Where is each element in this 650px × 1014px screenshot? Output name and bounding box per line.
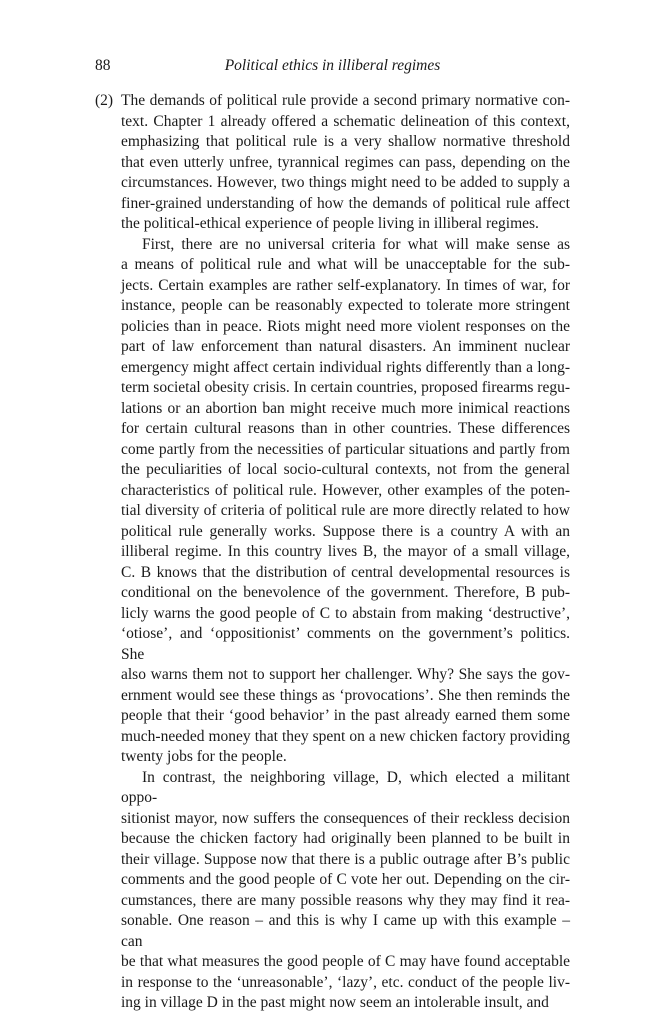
page-number: 88: [95, 57, 111, 74]
text-line: ‘otiose’, and ‘oppositionist’ comments on the government’s politics. She: [121, 625, 570, 663]
text-line: because the chicken factory had originally been planned to be built in: [121, 830, 570, 847]
text-line: that even utterly unfree, tyrannical regimes can pass, depending on the: [121, 153, 570, 171]
text-line: part of law enforcement than natural disasters. An imminent nuclear: [121, 338, 570, 355]
text-line: lations or an abortion ban might receive much more inimical reactions: [121, 399, 570, 417]
text-line: the peculiarities of local socio-cultural contexts, not from the general: [121, 461, 570, 478]
text-line: their village. Suppose now that there is a public outrage after B’s public: [121, 850, 570, 868]
text-line: term societal obesity crisis. In certain countries, proposed firearms regu-: [121, 379, 570, 396]
text-line: a means of political rule and what will be unacceptable for the sub-: [121, 256, 570, 273]
text-line: for certain cultural reasons than in other countries. These differences: [121, 420, 570, 437]
running-head: [95, 55, 570, 77]
text-line: policies than in peace. Riots might need more violent responses on the: [121, 317, 570, 335]
text-line: instance, people can be reasonably expected to tolerate more stringent: [121, 297, 570, 314]
text-line: twenty jobs for the people.: [121, 748, 287, 765]
text-line: tial diversity of criteria of political rule are more directly related to how: [121, 502, 570, 519]
text-line: in response to the ‘unreasonable’, ‘lazy’, etc. conduct of the people liv-: [121, 973, 570, 991]
text-line: emergency might affect certain individual rights differently than a long-: [121, 358, 570, 376]
text-line: circumstances. However, two things might need to be added to supply a: [121, 174, 570, 191]
text-line: the political-ethical experience of people living in illiberal regimes.: [121, 215, 539, 232]
text-line: text. Chapter 1 already offered a schematic delineation of this context,: [121, 112, 570, 130]
text-line: sitionist mayor, now suffers the consequences of their reckless decision: [121, 809, 570, 827]
text-line: ernment would see these things as ‘provocations’. She then reminds the: [121, 686, 570, 704]
item-paragraph: [121, 91, 570, 235]
text-line: licly warns the good people of C to abstain from making ‘destructive’,: [121, 604, 570, 622]
text-line: First, there are no universal criteria for what will make sense as: [142, 235, 570, 253]
text-line: illiberal regime. In this country lives B, the mayor of a small village,: [121, 543, 570, 560]
item-continuation: [95, 235, 570, 1014]
text-line: political rule generally works. Suppose there is a country A with an: [121, 522, 570, 540]
text-line: characteristics of political rule. However, other examples of the poten-: [121, 481, 570, 499]
text-line: ing in village D in the past might now seem an intolerable insult, and: [121, 994, 549, 1011]
running-title: Political ethics in illiberal regimes: [224, 57, 441, 74]
text-line: much-needed money that they spent on a new chicken factory providing: [121, 727, 570, 745]
text-line: finer-grained understanding of how the demands of political rule affect: [121, 194, 570, 212]
text-line: sonable. One reason – and this is why I came up with this example – can: [121, 912, 570, 950]
text-line: The demands of political rule provide a second primary normative con-: [121, 92, 570, 109]
text-line: In contrast, the neighboring village, D, which elected a militant oppo-: [121, 768, 570, 806]
text-line: C. B knows that the distribution of central developmental resources is: [121, 563, 570, 581]
text-line: conditional on the benevolence of the government. Therefore, B pub-: [121, 584, 570, 601]
text-line: cumstances, there are many possible reasons why they may find it rea-: [121, 891, 570, 909]
paragraph-in-contrast: [121, 768, 570, 1014]
text-line: jects. Certain examples are rather self-explanatory. In times of war, for: [121, 276, 570, 294]
text-line: also warns them not to support her challenger. Why? She says the gov-: [121, 666, 570, 683]
paragraph-first: [121, 235, 570, 768]
numbered-item: [95, 91, 570, 235]
text-line: be that what measures the good people of C may have found acceptable: [121, 953, 570, 970]
body-text: [95, 91, 570, 1014]
text-line: emphasizing that political rule is a very shallow normative threshold: [121, 133, 570, 150]
text-line: come partly from the necessities of particular situations and partly from: [121, 440, 570, 458]
item-marker: (2): [95, 92, 114, 109]
text-line: people that their ‘good behavior’ in the past already earned them some: [121, 707, 570, 724]
text-line: comments and the good people of C vote her out. Depending on the cir-: [121, 871, 570, 888]
